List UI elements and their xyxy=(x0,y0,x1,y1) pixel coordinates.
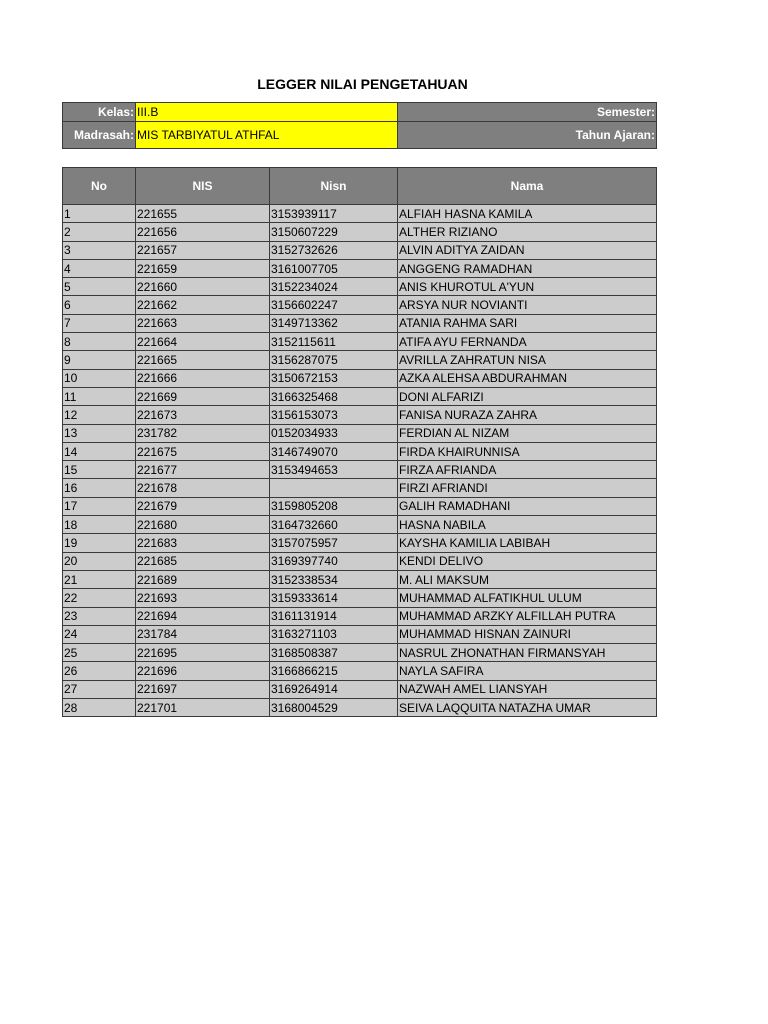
cell-nis[interactable]: 221679 xyxy=(136,497,270,515)
cell-no[interactable]: 26 xyxy=(63,662,136,680)
cell-no[interactable]: 2 xyxy=(63,223,136,241)
madrasah-value[interactable]: MIS TARBIYATUL ATHFAL xyxy=(136,122,398,149)
cell-nis[interactable]: 221657 xyxy=(136,241,270,259)
cell-no[interactable]: 3 xyxy=(63,241,136,259)
cell-nis[interactable]: 221656 xyxy=(136,223,270,241)
cell-nisn[interactable]: 3152115611 xyxy=(270,333,398,351)
info-row-madrasah xyxy=(63,122,657,149)
cell-nisn[interactable]: 3157075957 xyxy=(270,534,398,552)
kelas-value[interactable]: III.B xyxy=(136,103,398,122)
cell-nisn[interactable]: 3153494653 xyxy=(270,461,398,479)
table-row xyxy=(63,387,657,405)
table-header-row xyxy=(63,168,657,205)
cell-nama[interactable]: FIRZI AFRIANDI xyxy=(398,479,657,497)
cell-nis[interactable]: 221659 xyxy=(136,259,270,277)
cell-nis[interactable]: 221663 xyxy=(136,314,270,332)
cell-nama[interactable]: ANGGENG RAMADHAN xyxy=(398,259,657,277)
cell-nis[interactable]: 221665 xyxy=(136,351,270,369)
cell-nisn[interactable]: 3169397740 xyxy=(270,552,398,570)
student-table xyxy=(62,167,657,717)
cell-nisn[interactable]: 3152732626 xyxy=(270,241,398,259)
cell-no[interactable]: 5 xyxy=(63,278,136,296)
info-table xyxy=(62,102,657,149)
cell-nisn[interactable]: 3169264914 xyxy=(270,680,398,698)
cell-nis[interactable]: 221677 xyxy=(136,461,270,479)
cell-nama[interactable]: M. ALI MAKSUM xyxy=(398,570,657,588)
cell-nisn[interactable]: 3159333614 xyxy=(270,589,398,607)
cell-nis[interactable]: 221693 xyxy=(136,589,270,607)
cell-nama[interactable]: FIRZA AFRIANDA xyxy=(398,461,657,479)
table-row xyxy=(63,534,657,552)
table-row xyxy=(63,259,657,277)
cell-nis[interactable]: 221678 xyxy=(136,479,270,497)
table-row xyxy=(63,607,657,625)
cell-nama[interactable]: AVRILLA ZAHRATUN NISA xyxy=(398,351,657,369)
cell-no[interactable]: 22 xyxy=(63,589,136,607)
cell-nisn[interactable]: 3156602247 xyxy=(270,296,398,314)
table-row xyxy=(63,278,657,296)
cell-no[interactable]: 28 xyxy=(63,699,136,717)
cell-nis[interactable]: 221695 xyxy=(136,644,270,662)
table-row xyxy=(63,241,657,259)
cell-no[interactable]: 6 xyxy=(63,296,136,314)
cell-no[interactable]: 20 xyxy=(63,552,136,570)
table-row xyxy=(63,406,657,424)
madrasah-label: Madrasah: xyxy=(63,122,136,149)
cell-nama[interactable]: NAZWAH AMEL LIANSYAH xyxy=(398,680,657,698)
cell-nisn[interactable]: 3161131914 xyxy=(270,607,398,625)
cell-nisn[interactable]: 3168508387 xyxy=(270,644,398,662)
cell-nama[interactable]: AZKA ALEHSA ABDURAHMAN xyxy=(398,369,657,387)
cell-no[interactable]: 18 xyxy=(63,516,136,534)
cell-nis[interactable]: 221655 xyxy=(136,205,270,223)
cell-nisn[interactable]: 3159805208 xyxy=(270,497,398,515)
header-no: No xyxy=(63,168,136,205)
cell-no[interactable]: 11 xyxy=(63,387,136,405)
table-row xyxy=(63,589,657,607)
table-row xyxy=(63,497,657,515)
cell-nis[interactable]: 221673 xyxy=(136,406,270,424)
cell-no[interactable]: 16 xyxy=(63,479,136,497)
cell-nis[interactable]: 221662 xyxy=(136,296,270,314)
page-title xyxy=(62,74,768,94)
cell-no[interactable]: 13 xyxy=(63,424,136,442)
cell-nis[interactable]: 221680 xyxy=(136,516,270,534)
cell-nama[interactable]: GALIH RAMADHANI xyxy=(398,497,657,515)
cell-nis[interactable]: 221694 xyxy=(136,607,270,625)
cell-no[interactable]: 10 xyxy=(63,369,136,387)
cell-nisn[interactable]: 3146749070 xyxy=(270,442,398,460)
cell-no[interactable]: 25 xyxy=(63,644,136,662)
cell-nis[interactable]: 221697 xyxy=(136,680,270,698)
title-text: LEGGER NILAI PENGETAHUAN xyxy=(257,76,468,92)
cell-nis[interactable]: 221683 xyxy=(136,534,270,552)
cell-nama[interactable]: MUHAMMAD ARZKY ALFILLAH PUTRA xyxy=(398,607,657,625)
table-row xyxy=(63,223,657,241)
table-row xyxy=(63,296,657,314)
cell-nama[interactable]: FERDIAN AL NIZAM xyxy=(398,424,657,442)
cell-nama[interactable]: SEIVA LAQQUITA NATAZHA UMAR xyxy=(398,699,657,717)
cell-nis[interactable]: 221689 xyxy=(136,570,270,588)
kelas-label: Kelas: xyxy=(63,103,136,122)
cell-nisn[interactable] xyxy=(270,479,398,497)
cell-nisn[interactable]: 3149713362 xyxy=(270,314,398,332)
table-row xyxy=(63,369,657,387)
cell-nama[interactable]: KAYSHA KAMILIA LABIBAH xyxy=(398,534,657,552)
cell-nama[interactable]: ANIS KHUROTUL A'YUN xyxy=(398,278,657,296)
table-row xyxy=(63,644,657,662)
cell-no[interactable]: 17 xyxy=(63,497,136,515)
cell-no[interactable]: 14 xyxy=(63,442,136,460)
cell-nama[interactable]: HASNA NABILA xyxy=(398,516,657,534)
cell-nis[interactable]: 221660 xyxy=(136,278,270,296)
cell-nisn[interactable]: 3161007705 xyxy=(270,259,398,277)
table-row xyxy=(63,552,657,570)
cell-no[interactable]: 24 xyxy=(63,625,136,643)
cell-no[interactable]: 21 xyxy=(63,570,136,588)
table-row xyxy=(63,314,657,332)
cell-nis[interactable]: 221701 xyxy=(136,699,270,717)
cell-nisn[interactable]: 3164732660 xyxy=(270,516,398,534)
table-row xyxy=(63,424,657,442)
cell-nis[interactable]: 231782 xyxy=(136,424,270,442)
cell-nama[interactable]: ARSYA NUR NOVIANTI xyxy=(398,296,657,314)
table-row xyxy=(63,351,657,369)
table-row xyxy=(63,205,657,223)
table-row xyxy=(63,662,657,680)
table-row xyxy=(63,680,657,698)
cell-nisn[interactable]: 3163271103 xyxy=(270,625,398,643)
cell-nisn[interactable]: 3166866215 xyxy=(270,662,398,680)
cell-no[interactable]: 12 xyxy=(63,406,136,424)
cell-nis[interactable]: 221675 xyxy=(136,442,270,460)
cell-nis[interactable]: 231784 xyxy=(136,625,270,643)
cell-nisn[interactable]: 3152234024 xyxy=(270,278,398,296)
semester-label: Semester: xyxy=(398,103,657,122)
cell-no[interactable]: 1 xyxy=(63,205,136,223)
cell-nisn[interactable]: 3166325468 xyxy=(270,387,398,405)
cell-nisn[interactable]: 3152338534 xyxy=(270,570,398,588)
cell-nis[interactable]: 221685 xyxy=(136,552,270,570)
cell-nisn[interactable]: 3156153073 xyxy=(270,406,398,424)
cell-nama[interactable]: NASRUL ZHONATHAN FIRMANSYAH xyxy=(398,644,657,662)
table-row xyxy=(63,699,657,717)
cell-nama[interactable]: FIRDA KHAIRUNNISA xyxy=(398,442,657,460)
cell-nama[interactable]: KENDI DELIVO xyxy=(398,552,657,570)
cell-nama[interactable]: ATIFA AYU FERNANDA xyxy=(398,333,657,351)
cell-nisn[interactable]: 3156287075 xyxy=(270,351,398,369)
tahun-ajaran-label: Tahun Ajaran: xyxy=(398,122,657,149)
cell-nis[interactable]: 221696 xyxy=(136,662,270,680)
header-nisn: Nisn xyxy=(270,168,398,205)
cell-no[interactable]: 9 xyxy=(63,351,136,369)
cell-nisn[interactable]: 3168004529 xyxy=(270,699,398,717)
table-row xyxy=(63,333,657,351)
cell-nisn[interactable]: 3153939117 xyxy=(270,205,398,223)
cell-nama[interactable]: MUHAMMAD HISNAN ZAINURI xyxy=(398,625,657,643)
cell-nama[interactable]: ALVIN ADITYA ZAIDAN xyxy=(398,241,657,259)
cell-no[interactable]: 27 xyxy=(63,680,136,698)
cell-no[interactable]: 4 xyxy=(63,259,136,277)
cell-no[interactable]: 8 xyxy=(63,333,136,351)
table-row xyxy=(63,625,657,643)
table-row xyxy=(63,516,657,534)
cell-nama[interactable]: NAYLA SAFIRA xyxy=(398,662,657,680)
cell-nama[interactable]: FANISA NURAZA ZAHRA xyxy=(398,406,657,424)
cell-nis[interactable]: 221666 xyxy=(136,369,270,387)
cell-no[interactable]: 15 xyxy=(63,461,136,479)
header-nama: Nama xyxy=(398,168,657,205)
cell-nisn[interactable]: 3150607229 xyxy=(270,223,398,241)
table-row xyxy=(63,479,657,497)
cell-nis[interactable]: 221669 xyxy=(136,387,270,405)
cell-no[interactable]: 19 xyxy=(63,534,136,552)
header-nis: NIS xyxy=(136,168,270,205)
cell-nama[interactable]: DONI ALFARIZI xyxy=(398,387,657,405)
cell-nisn[interactable]: 0152034933 xyxy=(270,424,398,442)
cell-nisn[interactable]: 3150672153 xyxy=(270,369,398,387)
cell-nis[interactable]: 221664 xyxy=(136,333,270,351)
cell-nama[interactable]: ALTHER RIZIANO xyxy=(398,223,657,241)
cell-nama[interactable]: ATANIA RAHMA SARI xyxy=(398,314,657,332)
info-row-kelas xyxy=(63,103,657,122)
cell-nama[interactable]: ALFIAH HASNA KAMILA xyxy=(398,205,657,223)
cell-nama[interactable]: MUHAMMAD ALFATIKHUL ULUM xyxy=(398,589,657,607)
table-row xyxy=(63,570,657,588)
table-row xyxy=(63,461,657,479)
table-row xyxy=(63,442,657,460)
cell-no[interactable]: 7 xyxy=(63,314,136,332)
cell-no[interactable]: 23 xyxy=(63,607,136,625)
